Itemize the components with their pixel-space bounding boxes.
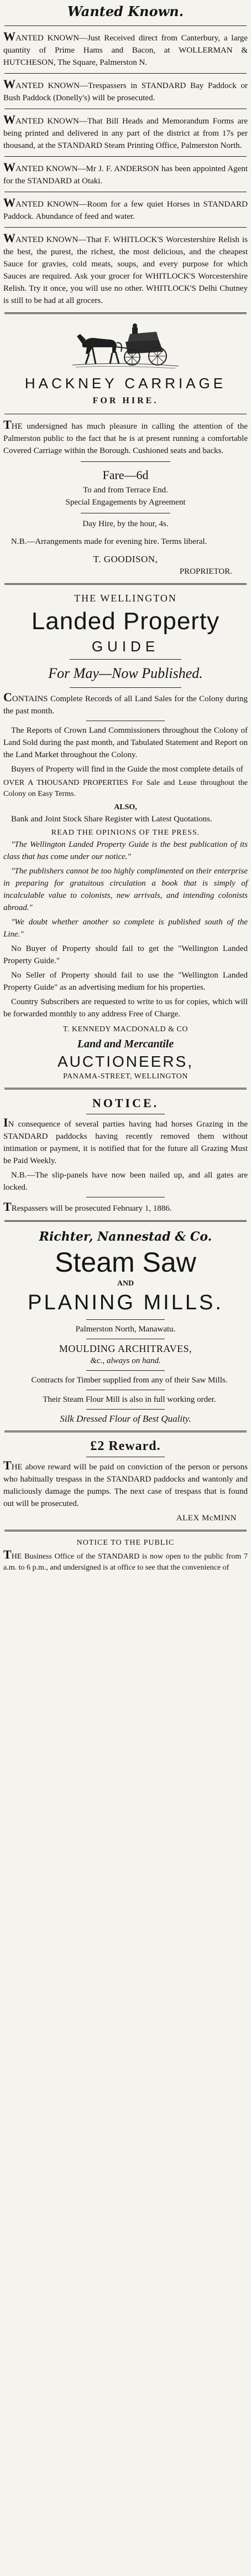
notice-trespass: TRespassers will be prosecuted February 1, 1886. <box>3 1200 172 1214</box>
public-notice-heading: NOTICE TO THE PUBLIC <box>76 1539 175 1547</box>
reward-heading: £2 Reward. <box>90 1439 161 1453</box>
press-quote-3: "We doubt whether another so complete is published south of the Line." <box>3 918 248 939</box>
press-quote-1: "The Wellington Landed Property Guide is the best publication of its class that has come under our notice." <box>3 840 248 861</box>
divider <box>4 25 247 26</box>
notice-body: IN consequence of several parties having had horses Grazing in the STANDARD paddocks having recently removed them without intimation or payment, it is notified that for the future all Grazing Must be Paid Weekly. <box>3 1115 248 1165</box>
divider <box>86 1319 165 1320</box>
wanted-item-agent: WANTED KNOWN—Mr J. F. ANDERSON has been appointed Agent for the STANDARD at Otaki. <box>3 160 248 186</box>
sawmill-line1: MOULDING ARCHITRAVES, <box>59 1343 192 1354</box>
guide-p5: Bank and Joint Stock Share Register with Latest Quotations. <box>11 815 212 824</box>
sawmill-line2: &c., always on hand. <box>90 1356 161 1365</box>
reward-signature: ALEX McMINN <box>176 1514 237 1523</box>
guide-p2: The Reports of Crown Land Commissioners throughout the Colony of Land Sold during the past month, and Tabulated Statement and Report on the Land Market throughout the Colony. <box>3 726 248 759</box>
press-quote-2: "The publishers cannot be too highly complimented on their enterprise in preparing for gratuitous circulation a book that is simply of incalculable value to colonists, new arrivals, and intending colonists abroad." <box>3 867 248 912</box>
wanted-known-heading: Wanted Known. <box>67 3 184 19</box>
notice-nb: N.B.—The slip-panels have now been nailed up, and all gates are locked. <box>3 1171 248 1192</box>
guide-p1: CONTAINS Complete Records of all Land Sales for the Colony during the past month. <box>3 690 248 716</box>
public-notice-ad <box>3 1537 248 1574</box>
hackney-title: HACKNEY CARRIAGE <box>24 375 227 392</box>
divider <box>70 659 181 660</box>
grazing-notice-ad <box>3 1095 248 1215</box>
divider <box>4 1530 247 1531</box>
guide-title-line1: Landed Property <box>31 608 220 635</box>
proprietor-name: T. GOODISON, <box>93 554 158 564</box>
divider <box>4 1431 247 1432</box>
guide-firm-line2: Land and Mercantile <box>77 1038 174 1050</box>
divider <box>4 312 247 314</box>
hackney-body: THE undersigned has much pleasure in calling the attention of the Palmerston public to the fact that he is at present running a comfortable Covered Carriage within the Borough. Cushioned seats and backs. <box>3 418 248 455</box>
proprietor-title: PROPRIETOR. <box>179 567 232 576</box>
sawmill-line4: Their Steam Flour Mill is also in full working order. <box>43 1395 216 1404</box>
hackney-fare-note-1: To and from Terrace End. <box>83 486 168 495</box>
wanted-item-bill-heads: WANTED KNOWN—That Bill Heads and Memorandum Forms are being printed and delivered in any part of the district at from 17s per thousand, at the STANDARD Steam Printing Office, Palmerston North. <box>3 112 248 150</box>
reward-ad <box>3 1438 248 1524</box>
public-notice-body: THE Business Office of the STANDARD is now open to the public from 7 a.m. to 6 p.m., and undersigned is at office to see that the convenience of <box>3 1547 248 1572</box>
guide-p7: No Seller of Property should fail to use the "Wellington Landed Property Guide" as an advertising medium for his properties. <box>3 971 248 992</box>
divider <box>4 1220 247 1222</box>
divider <box>4 227 247 228</box>
guide-title-line2: GUIDE <box>91 638 160 655</box>
sawmill-and: AND <box>117 1279 134 1288</box>
sawmill-title2: PLANING MILLS. <box>28 1291 223 1314</box>
wanted-item-hams: WANTED KNOWN—Just Received direct from Canterbury, a large quantity of Prime Hams and Bacon, at WOLLERMAN & HUTCHESON, The Square, Palmerston N. <box>3 29 248 67</box>
guide-firm-line3: AUCTIONEERS, <box>57 1053 194 1070</box>
guide-firm-name: T. KENNEDY MACDONALD & CO <box>63 1025 188 1034</box>
sawmill-line5: Silk Dressed Flour of Best Quality. <box>60 1413 191 1424</box>
hackney-nb: N.B.—Arrangements made for evening hire. Terms liberal. <box>11 537 207 546</box>
hackney-fare: Fare—6d <box>102 468 149 482</box>
sawmill-location: Palmerston North, Manawatu. <box>75 1325 176 1334</box>
wanted-item-horses: WANTED KNOWN—Room for a few quiet Horses in STANDARD Paddock. Abundance of feed and water. <box>3 196 248 221</box>
reward-body: THE above reward will be paid on conviction of the person or persons who habitually trespass in the STANDARD paddocks and wantonly and maliciously damage the pumps. The next case of trespass that is found out will be prosecuted. <box>3 1458 248 1508</box>
hackney-fare-note-2: Special Engagements by Agreement <box>65 498 186 507</box>
divider <box>4 1088 247 1089</box>
hackney-day-hire: Day Hire, by the hour, 4s. <box>82 520 169 528</box>
divider <box>86 1370 165 1371</box>
divider <box>81 461 170 462</box>
divider <box>70 687 181 688</box>
guide-p6: No Buyer of Property should fail to get the "Wellington Landed Property Guide." <box>3 944 248 965</box>
wanted-known-section <box>3 2 248 307</box>
divider <box>4 73 247 74</box>
guide-opinions-heading: READ THE OPINIONS OF THE PRESS. <box>51 829 200 837</box>
sawmill-title1: Steam Saw <box>55 1247 196 1278</box>
notice-heading: NOTICE. <box>92 1096 159 1110</box>
wanted-item-trespassers: WANTED KNOWN—Trespassers in STANDARD Bay Paddock or Bush Paddock (Donelly's) will be prosecuted. <box>3 77 248 102</box>
guide-also: ALSO, <box>114 803 137 811</box>
guide-intro: THE WELLINGTON <box>74 593 177 604</box>
guide-p4: OVER A THOUSAND PROPERTIES For Sale and Lease throughout the Colony on Easy Terms. <box>3 779 248 798</box>
guide-subtitle: For May—Now Published. <box>48 665 203 681</box>
hackney-subtitle: FOR HIRE. <box>92 396 159 405</box>
guide-p8: Country Subscribers are requested to write to us for copies, which will be forwarded monthly to any address Free of Charge. <box>3 998 248 1019</box>
divider <box>4 156 247 157</box>
sawmill-firm: Richter, Nannestad & Co. <box>39 1230 212 1244</box>
divider <box>86 1409 165 1410</box>
sawmill-line3: Contracts for Timber supplied from any of their Saw Mills. <box>31 1376 228 1385</box>
guide-firm-address: PANAMA-STREET, WELLINGTON <box>63 1072 188 1081</box>
sawmill-ad <box>3 1227 248 1425</box>
hackney-carriage-ad <box>3 320 248 578</box>
landed-property-guide-ad <box>3 590 248 1082</box>
carriage-engraving-icon <box>70 320 181 371</box>
wanted-item-relish: WANTED KNOWN—That F. WHITLOCK'S Worcestershire Relish is the best, the purest, the richest, the most delicious, and the cheapest Sauce for gravies, cold meats, soups, and every purpose for which Sauces are required. Ask your grocer for WHITLOCK'S Worcestershire Relish. Try it once, you will use no other. WHITLOCK'S Delhi Chutney is still to be had at all grocers. <box>3 231 248 305</box>
divider <box>4 583 247 585</box>
guide-p3: Buyers of Property will find in the Guide the most complete details of <box>11 765 243 774</box>
